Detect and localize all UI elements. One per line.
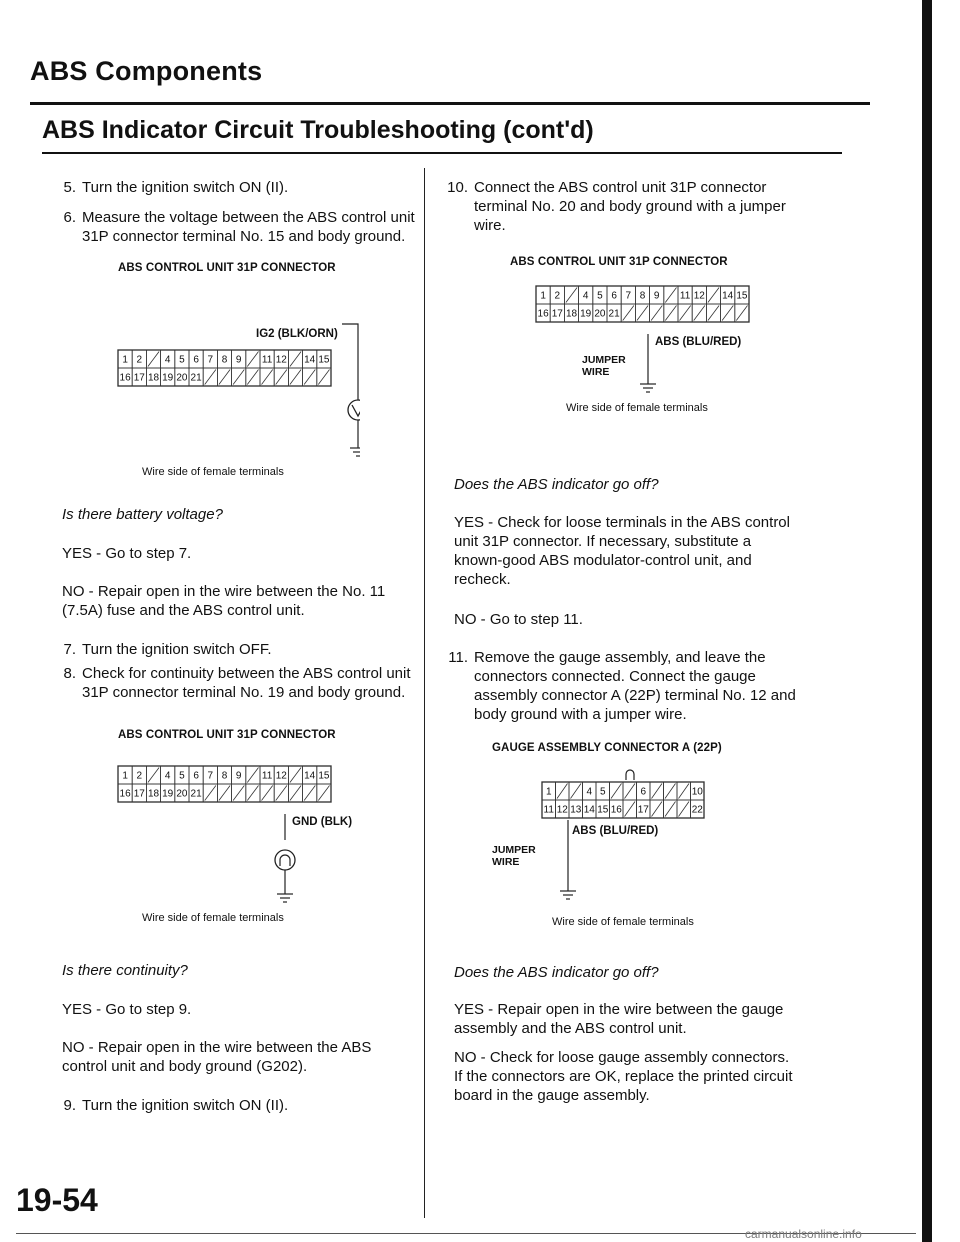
terminal-number: 10 [691, 786, 703, 798]
step-number: 5. [63, 179, 76, 196]
empty-terminal [665, 802, 676, 817]
empty-terminal [694, 306, 705, 321]
terminal-number: 15 [318, 770, 330, 782]
step-10 [447, 178, 819, 235]
connector-title: ABS CONTROL UNIT 31P CONNECTOR [118, 262, 336, 274]
empty-terminal [304, 370, 315, 385]
empty-terminal [680, 306, 691, 321]
terminal-number: 18 [147, 788, 160, 800]
empty-terminal [722, 306, 733, 321]
empty-terminal [247, 352, 258, 367]
empty-terminal [290, 786, 301, 801]
terminal-number: 8 [221, 354, 228, 366]
empty-terminal [233, 786, 244, 801]
empty-terminal [290, 768, 301, 783]
wire-label: ABS (BLU/RED) [655, 336, 742, 348]
empty-terminal [247, 370, 258, 385]
step-11 [448, 648, 819, 724]
diagram-caption: Wire side of female terminals [142, 466, 284, 478]
terminal-number: 20 [176, 788, 188, 800]
step-number: 11. [448, 649, 468, 666]
terminal-number: 4 [164, 354, 171, 366]
terminal-number: 5 [597, 290, 603, 302]
terminal-number: 19 [162, 788, 174, 800]
step-8 [63, 664, 427, 702]
empty-terminal [625, 802, 636, 817]
terminal-number: 20 [176, 372, 188, 384]
terminal-number: 17 [133, 372, 145, 384]
step-7 [63, 640, 427, 659]
answer-yes: YES - Go to step 7. [62, 545, 192, 562]
step-text: Turn the ignition switch ON (II). [82, 179, 289, 196]
terminal-number: 15 [318, 354, 330, 366]
terminal-number: 9 [653, 290, 660, 302]
diagram-caption: Wire side of female terminals [142, 912, 284, 924]
empty-terminal [611, 784, 622, 799]
terminal-number: 6 [193, 770, 199, 782]
terminal-number: 8 [639, 290, 646, 302]
empty-terminal [665, 306, 676, 321]
empty-terminal [637, 306, 648, 321]
terminal-number: 19 [580, 308, 592, 320]
step-number: 6. [63, 209, 76, 226]
step-text: Measure the voltage between the ABS control unit 31P connector terminal No. 15 and body ground. [82, 209, 415, 245]
terminal-number: 7 [207, 770, 214, 782]
terminal-number: 6 [193, 354, 199, 366]
terminal-number: 2 [136, 354, 143, 366]
terminal-number: 8 [221, 770, 228, 782]
empty-terminal [708, 288, 719, 303]
terminal-number: 1 [122, 770, 128, 782]
empty-terminal [652, 784, 663, 799]
terminal-number: 11 [543, 804, 554, 816]
ohmmeter-icon [275, 850, 295, 870]
terminal-number: 1 [540, 290, 546, 302]
terminal-number: 16 [119, 788, 131, 800]
step-9 [63, 1096, 427, 1115]
connector-diagram-31p-gnd [110, 756, 360, 911]
empty-terminal [205, 370, 216, 385]
empty-terminal [290, 352, 301, 367]
step-number: 10. [447, 179, 468, 196]
terminal-number: 16 [610, 804, 622, 816]
step-text: Check for continuity between the ABS control unit 31P connector terminal No. 19 and body ground. [82, 665, 411, 701]
jumper-label: JUMPER WIRE [492, 844, 536, 868]
answer-no: NO - Go to step 11. [454, 611, 583, 628]
wire-label: IG2 (BLK/ORN) [256, 328, 338, 340]
empty-terminal [205, 786, 216, 801]
connector-title: ABS CONTROL UNIT 31P CONNECTOR [510, 256, 728, 268]
terminal-number: 16 [537, 308, 549, 320]
empty-terminal [736, 306, 747, 321]
connector-lock-icon [626, 770, 634, 780]
jumper-label: JUMPER WIRE [582, 354, 626, 378]
title-rule [30, 102, 870, 105]
page-title: ABS Components [30, 56, 263, 86]
empty-terminal [566, 288, 577, 303]
terminal-number: 12 [693, 290, 705, 302]
terminal-number: 19 [162, 372, 174, 384]
terminal-number: 5 [179, 770, 185, 782]
step-number: 8. [63, 665, 76, 682]
wire-label: GND (BLK) [292, 816, 353, 828]
terminal-number: 12 [556, 804, 568, 816]
question: Is there battery voltage? [62, 506, 223, 523]
empty-terminal [625, 784, 636, 799]
terminal-number: 7 [207, 354, 214, 366]
terminal-number: 9 [235, 770, 242, 782]
step-text: Turn the ignition switch ON (II). [82, 1097, 289, 1114]
step-number: 9. [63, 1097, 76, 1114]
answer-no: NO - Repair open in the wire between the No. 11 (7.5A) fuse and the ABS control unit. [62, 583, 386, 619]
terminal-number: 4 [164, 770, 171, 782]
empty-terminal [665, 288, 676, 303]
terminal-number: 12 [275, 770, 287, 782]
terminal-number: 15 [597, 804, 609, 816]
terminal-number: 6 [640, 786, 647, 798]
empty-terminal [652, 802, 663, 817]
connector-diagram-31p-ig2 [110, 318, 360, 478]
terminal-number: 7 [625, 290, 632, 302]
empty-terminal [290, 370, 301, 385]
answer-yes: YES - Repair open in the wire between the gauge assembly and the ABS control unit. [454, 1001, 784, 1037]
question: Does the ABS indicator go off? [454, 476, 659, 493]
terminal-number: 21 [608, 308, 620, 320]
terminal-number: 21 [190, 788, 202, 800]
empty-terminal [651, 306, 662, 321]
wire-label: ABS (BLU/RED) [572, 825, 659, 837]
terminal-number: 11 [261, 354, 273, 366]
empty-terminal [318, 786, 329, 801]
terminal-number: 16 [119, 372, 131, 384]
terminal-number: 18 [565, 308, 578, 320]
terminal-number: 4 [582, 290, 589, 302]
terminal-number: 1 [122, 354, 128, 366]
empty-terminal [276, 786, 287, 801]
terminal-number: 2 [554, 290, 561, 302]
terminal-number: 21 [190, 372, 202, 384]
empty-terminal [247, 786, 258, 801]
empty-terminal [679, 802, 690, 817]
answer-yes: YES - Go to step 9. [62, 1001, 192, 1018]
diagram-caption: Wire side of female terminals [552, 916, 694, 928]
step-5 [63, 178, 427, 197]
terminal-number: 2 [136, 770, 143, 782]
terminal-number: 14 [304, 770, 316, 782]
empty-terminal [318, 370, 329, 385]
empty-terminal [571, 784, 582, 799]
terminal-number: 17 [133, 788, 145, 800]
terminal-number: 20 [594, 308, 606, 320]
terminal-number: 17 [551, 308, 563, 320]
question: Is there continuity? [62, 962, 188, 979]
answer-yes: YES - Check for loose terminals in the ABS control unit 31P connector. If necessary, substitute a known-good ABS modulator-control unit, and recheck. [454, 514, 790, 588]
section-title: ABS Indicator Circuit Troubleshooting (cont'd) [42, 116, 594, 144]
terminal-number: 14 [304, 354, 316, 366]
step-text: Turn the ignition switch OFF. [82, 641, 272, 658]
terminal-number: 11 [679, 290, 691, 302]
terminal-number: 15 [736, 290, 748, 302]
empty-terminal [219, 370, 230, 385]
empty-terminal [148, 352, 159, 367]
page-number: 19-54 [16, 1182, 98, 1218]
connector-title: ABS CONTROL UNIT 31P CONNECTOR [118, 729, 336, 741]
step-6 [63, 208, 427, 246]
empty-terminal [708, 306, 719, 321]
terminal-number: 1 [545, 786, 552, 798]
empty-terminal [247, 768, 258, 783]
empty-terminal [623, 306, 634, 321]
terminal-number: 13 [570, 804, 582, 816]
section-rule [42, 152, 842, 154]
terminal-number: 4 [586, 786, 593, 798]
page-edge-bar [922, 0, 932, 1242]
empty-terminal [148, 768, 159, 783]
terminal-number: 11 [261, 770, 273, 782]
empty-terminal [679, 784, 690, 799]
answer-no: NO - Repair open in the wire between the ABS control unit and body ground (G202). [62, 1039, 372, 1075]
watermark: carmanualsonline.info [745, 1227, 862, 1241]
step-number: 7. [63, 641, 76, 658]
question: Does the ABS indicator go off? [454, 964, 659, 981]
terminal-number: 6 [611, 290, 617, 302]
empty-terminal [665, 784, 676, 799]
empty-terminal [233, 370, 244, 385]
step-text: Remove the gauge assembly, and leave the connectors connected. Connect the gauge assembly connector A (22P) terminal No. 12 and body ground with a jumper wire. [474, 649, 796, 723]
terminal-number: 18 [147, 372, 160, 384]
answer-no: NO - Check for loose gauge assembly connectors. If the connectors are OK, replace the printed circuit board in the gauge assembly. [454, 1049, 793, 1104]
empty-terminal [304, 786, 315, 801]
terminal-number: 5 [599, 786, 606, 798]
terminal-number: 9 [235, 354, 242, 366]
terminal-number: 14 [722, 290, 734, 302]
terminal-number: 14 [583, 804, 595, 816]
connector-title: GAUGE ASSEMBLY CONNECTOR A (22P) [492, 742, 722, 754]
diagram-caption: Wire side of female terminals [566, 402, 708, 414]
empty-terminal [219, 786, 230, 801]
terminal-number: 5 [179, 354, 185, 366]
terminal-number: 12 [275, 354, 287, 366]
terminal-number: 17 [637, 804, 649, 816]
empty-terminal [262, 786, 273, 801]
step-text: Connect the ABS control unit 31P connector terminal No. 20 and body ground with a jumper wire. [474, 179, 786, 234]
empty-terminal [276, 370, 287, 385]
empty-terminal [262, 370, 273, 385]
empty-terminal [557, 784, 568, 799]
terminal-number: 22 [691, 804, 703, 816]
